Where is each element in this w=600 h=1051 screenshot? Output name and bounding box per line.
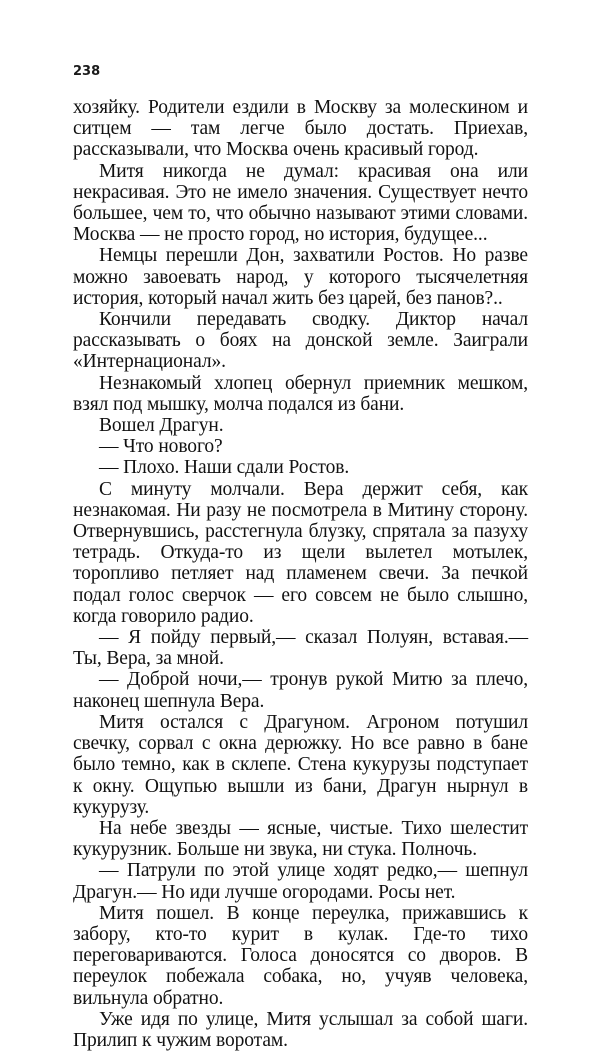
paragraph: — Патрули по этой улице ходят редко,— шепнул Драгун.— Но иди лучше огородами. Росы нет.	[73, 860, 528, 903]
body-text	[73, 97, 528, 1051]
paragraph: Митя никогда не думал: красивая она или некрасивая. Это не имело значения. Существует нечто большее, чем то, что обычно называют этими словами. Москва — не просто город, но история, будущее...	[73, 160, 528, 246]
paragraph: Немцы перешли Дон, захватили Ростов. Но разве можно завоевать народ, у которого тысячелетняя история, который начал жить без царей, без панов?..	[73, 245, 528, 309]
paragraph: На небе звезды — ясные, чистые. Тихо шелестит кукурузник. Больше ни звука, ни стука. Полночь.	[73, 817, 528, 861]
page-number: 238	[73, 64, 101, 79]
paragraph: — Что нового?	[99, 436, 223, 458]
paragraph: Уже идя по улице, Митя услышал за собой шаги. Прилип к чужим воротам.	[73, 1008, 528, 1051]
paragraph: — Плохо. Наши сдали Ростов.	[99, 457, 350, 479]
paragraph: Вошел Драгун.	[99, 415, 224, 437]
paragraph: — Я пойду первый,— сказал Полуян, вставая.— Ты, Вера, за мной.	[73, 627, 528, 670]
paragraph: С минуту молчали. Вера держит себя, как незнакомая. Ни разу не посмотрела в Митину сторону. Отвернувшись, расстегнула блузку, спрятала за пазуху тетрадь. Откуда-то из щели вылетел мотылек, торопливо петляет над пламенем свечи. За печкой подал голос сверчок — его совсем не было слышно, когда говорило радио.	[73, 478, 528, 627]
paragraph: Кончили передавать сводку. Диктор начал рассказывать о боях на донской земле. Заиграли «Интернационал».	[73, 309, 528, 373]
paragraph: хозяйку. Родители ездили в Москву за молескином и ситцем — там легче было достать. Приехав, рассказывали, что Москва очень красивый город.	[73, 97, 528, 161]
paragraph: Незнакомый хлопец обернул приемник мешком, взял под мышку, молча подался из бани.	[73, 372, 528, 415]
paragraph: Митя остался с Драгуном. Агроном потушил свечку, сорвал с окна дерюжку. Но все равно в бане было темно, как в склепе. Стена кукурузы подступает к окну. Ощупью вышли из бани, Драгун нырнул в кукурузу.	[73, 711, 528, 818]
paragraph: — Доброй ночи,— тронув рукой Митю за плечо, наконец шепнула Вера.	[73, 669, 528, 712]
paragraph: Митя пошел. В конце переулка, прижавшись к забору, кто-то курит в кулак. Где-то тихо переговариваются. Голоса доносятся со дворов. В переулок побежала собака, но, учуяв человека, вильнула обратно.	[73, 902, 528, 1009]
